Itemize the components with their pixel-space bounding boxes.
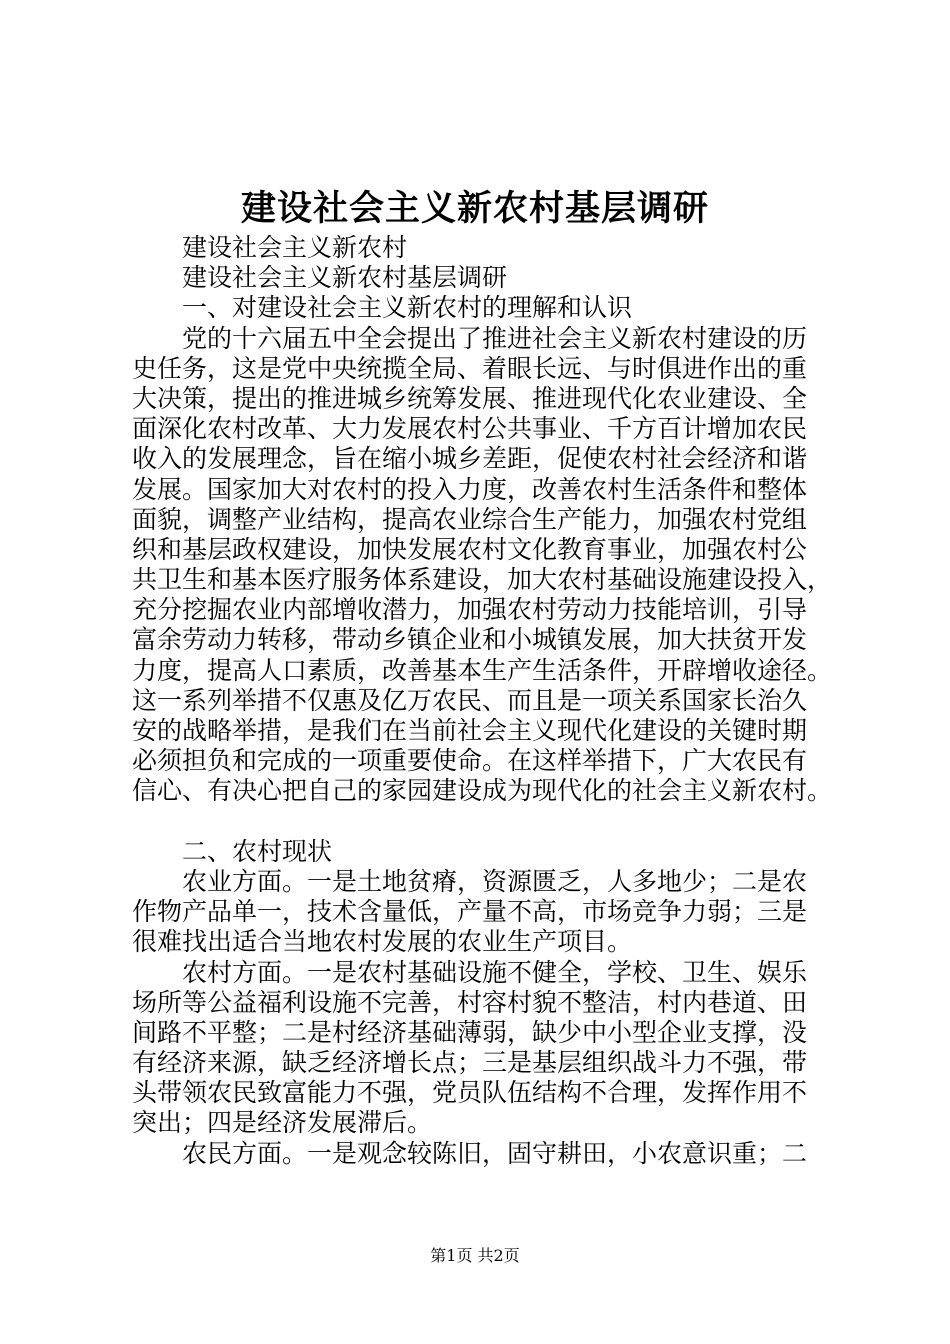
text-line: 这一系列举措不仅惠及亿万农民、而且是一项关系国家长治久 (132, 685, 808, 715)
text-line: 史任务，这是党中央统揽全局、着眼长远、与时俱进作出的重 (132, 353, 808, 383)
text-line: 作物产品单一，技术含量低，产量不高，市场竞争力弱；三是 (132, 897, 808, 927)
text-line: 二、农村现状 (182, 836, 333, 866)
page-footer: 第1页 共2页 (430, 1246, 520, 1265)
text-line: 党的十六届五中全会提出了推进社会主义新农村建设的历 (182, 323, 808, 353)
text-line: 农民方面。一是观念较陈旧，固守耕田，小农意识重；二 (182, 1138, 808, 1168)
text-line: 面貌，调整产业结构，提高农业综合生产能力，加强农村党组 (132, 504, 808, 534)
text-line: 头带领农民致富能力不强，党员队伍结构不合理，发挥作用不 (132, 1078, 808, 1108)
text-line: 富余劳动力转移，带动乡镇企业和小城镇发展，加大扶贫开发 (132, 625, 808, 655)
text-line: 建设社会主义新农村基层调研 (182, 263, 508, 293)
text-line: 织和基层政权建设，加快发展农村文化教育事业，加强农村公 (132, 534, 808, 564)
text-line: 面深化农村改革、大力发展农村公共事业、千方百计增加农民 (132, 414, 808, 444)
document-title: 建设社会主义新农村基层调研 (240, 188, 709, 229)
text-line: 突出；四是经济发展滞后。 (132, 1108, 433, 1138)
text-line: 间路不平整；二是村经济基础薄弱，缺少中小型企业支撑，没 (132, 1017, 808, 1047)
text-line: 发展。国家加大对农村的投入力度，改善农村生活条件和整体 (132, 474, 808, 504)
text-line: 信心、有决心把自己的家园建设成为现代化的社会主义新农村。 (132, 776, 833, 806)
text-line: 场所等公益福利设施不完善，村容村貌不整洁，村内巷道、田 (132, 987, 808, 1017)
document-body (132, 233, 832, 1169)
text-line: 充分挖掘农业内部增收潜力，加强农村劳动力技能培训，引导 (132, 595, 808, 625)
text-line: 农村方面。一是农村基础设施不健全，学校、卫生、娱乐 (182, 957, 808, 987)
text-line: 建设社会主义新农村 (182, 233, 408, 262)
text-line: 一、对建设社会主义新农村的理解和认识 (182, 293, 633, 323)
text-line: 很难找出适合当地农村发展的农业生产项目。 (132, 927, 633, 957)
text-line: 农业方面。一是土地贫瘠，资源匮乏，人多地少；二是农 (182, 866, 808, 896)
text-line: 安的战略举措，是我们在当前社会主义现代化建设的关键时期 (132, 716, 808, 745)
blank-line (132, 807, 832, 837)
text-line: 力度，提高人口素质，改善基本生产生活条件，开辟增收途径。 (132, 655, 833, 685)
text-line: 收入的发展理念，旨在缩小城乡差距，促使农村社会经济和谐 (132, 444, 808, 474)
text-line: 大决策，提出的推进城乡统筹发展、推进现代化农业建设、全 (132, 383, 808, 413)
text-line: 有经济来源，缺乏经济增长点；三是基层组织战斗力不强，带 (132, 1048, 808, 1078)
text-line: 共卫生和基本医疗服务体系建设，加大农村基础设施建设投入， (132, 565, 833, 595)
text-line: 必须担负和完成的一项重要使命。在这样举措下，广大农民有 (132, 746, 808, 776)
